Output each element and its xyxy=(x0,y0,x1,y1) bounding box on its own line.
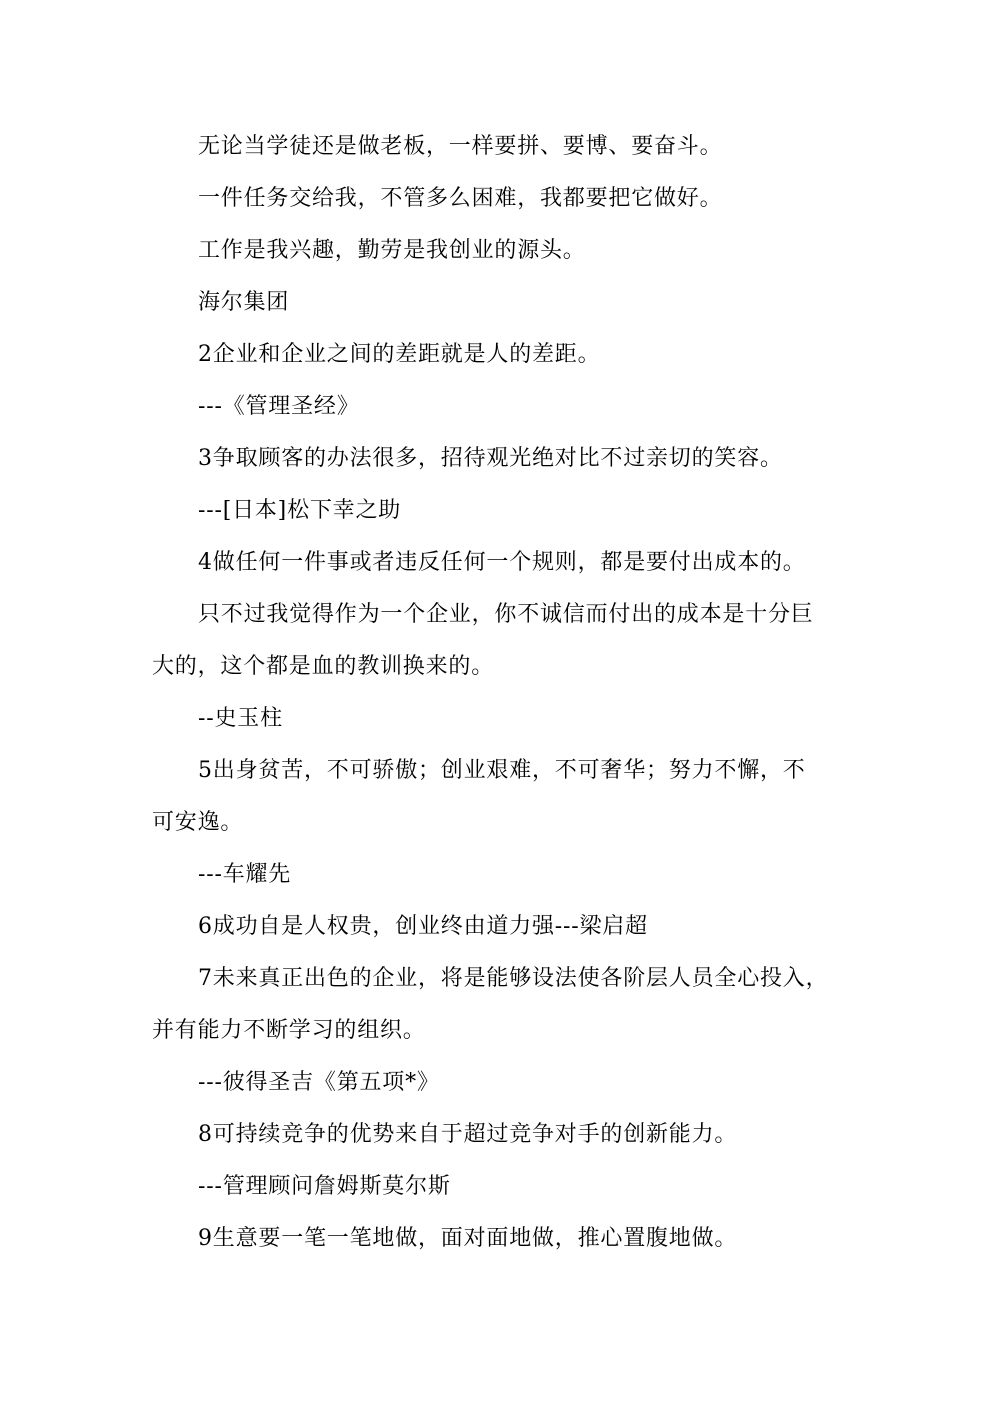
text-line: 只不过我觉得作为一个企业，你不诚信而付出的成本是十分巨 xyxy=(198,602,814,627)
text-line: 4做任何一件事或者违反任何一个规则，都是要付出成本的。 xyxy=(198,550,806,575)
text-line: 海尔集团 xyxy=(198,290,290,315)
text-line: ---《管理圣经》 xyxy=(198,394,360,419)
text-line: --史玉柱 xyxy=(198,706,283,731)
text-line: ---管理顾问詹姆斯莫尔斯 xyxy=(198,1174,451,1199)
text-line: 6成功自是人权贵，创业终由道力强---梁启超 xyxy=(198,914,648,939)
text-line: ---彼得圣吉《第五项*》 xyxy=(198,1070,440,1095)
text-line: 一件任务交给我，不管多么困难，我都要把它做好。 xyxy=(198,186,723,211)
text-line: ---[日本]松下幸之助 xyxy=(198,498,402,523)
text-line: ---车耀先 xyxy=(198,862,292,887)
text-line: 9生意要一笔一笔地做，面对面地做，推心置腹地做。 xyxy=(198,1226,738,1251)
text-line: 大的，这个都是血的教训换来的。 xyxy=(152,654,495,679)
text-line: 无论当学徒还是做老板，一样要拼、要博、要奋斗。 xyxy=(198,134,723,159)
document-body xyxy=(0,121,993,1265)
text-line: 2企业和企业之间的差距就是人的差距。 xyxy=(198,342,601,367)
text-line: 7未来真正出色的企业，将是能够设法使各阶层人员全心投入， xyxy=(198,966,829,991)
text-line: 8可持续竞争的优势来自于超过竞争对手的创新能力。 xyxy=(198,1122,738,1147)
text-line: 工作是我兴趣，勤劳是我创业的源头。 xyxy=(198,238,586,263)
text-line: 可安逸。 xyxy=(152,810,244,835)
text-line: 3争取顾客的办法很多，招待观光绝对比不过亲切的笑容。 xyxy=(198,446,783,471)
text-line: 5出身贫苦，不可骄傲；创业艰难，不可奢华；努力不懈，不 xyxy=(198,758,806,783)
text-line: 并有能力不断学习的组织。 xyxy=(152,1018,426,1043)
